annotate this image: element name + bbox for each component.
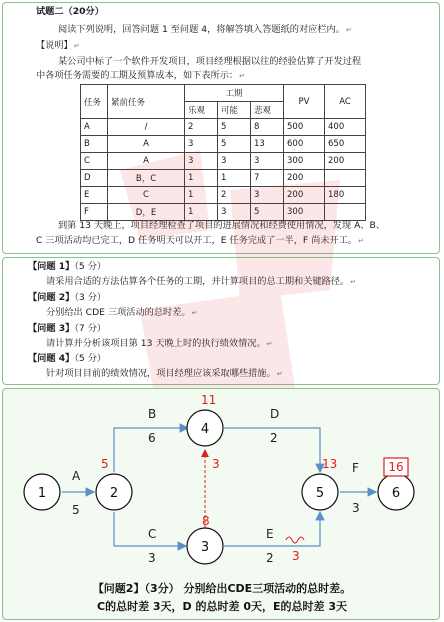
edge-c bbox=[114, 512, 186, 565]
edge-f-duration: 3 bbox=[352, 501, 360, 515]
q2-text: 分别给出 CDE 三项活动的总时差。↵ bbox=[46, 307, 198, 318]
node-6 bbox=[378, 474, 414, 510]
node-2 bbox=[96, 474, 132, 510]
q2-label: 【问题 2】（3 分） bbox=[28, 292, 107, 303]
cell-task: E bbox=[81, 187, 108, 204]
node-1 bbox=[24, 474, 60, 510]
table-row bbox=[81, 170, 366, 187]
edge-e-label: E bbox=[266, 527, 274, 541]
dummy-float: 3 bbox=[212, 457, 220, 471]
cell-ac: 200 bbox=[325, 153, 366, 170]
cell-likely: 2 bbox=[218, 187, 251, 204]
table-header-row bbox=[81, 85, 366, 102]
cell-optimistic: 1 bbox=[185, 204, 218, 221]
edge-e-duration: 2 bbox=[266, 551, 274, 565]
cell-optimistic: 2 bbox=[185, 119, 218, 136]
cell-pessimistic: 8 bbox=[251, 119, 284, 136]
e-float-value: 3 bbox=[292, 549, 300, 563]
edge-d bbox=[224, 407, 320, 472]
cell-likely: 5 bbox=[218, 136, 251, 153]
cell-pv: 300 bbox=[284, 204, 325, 221]
answer-heading: 【问题2】（3分） 分别给出CDE三项活动的总时差。 bbox=[92, 582, 352, 595]
edge-d-label: D bbox=[270, 407, 280, 421]
edge-b-label: B bbox=[148, 407, 157, 421]
node-3-label: 3 bbox=[200, 540, 210, 555]
node-6-label: 6 bbox=[391, 486, 401, 501]
edge-b-duration: 6 bbox=[148, 431, 156, 445]
header-duration: 工期 bbox=[185, 85, 284, 102]
cell-likely: 1 bbox=[218, 170, 251, 187]
header-predecessor: 紧前任务 bbox=[108, 85, 185, 119]
status-line-2: C 三项活动均已完工，D 任务明天可以开工，E 任务完成了一半，F 尚未开工。↵ bbox=[36, 235, 364, 246]
node-2-time: 5 bbox=[101, 457, 109, 471]
network-diagram bbox=[0, 388, 444, 588]
task-cost-table bbox=[80, 84, 366, 221]
edge-e bbox=[224, 512, 320, 565]
edge-c-duration: 3 bbox=[148, 551, 156, 565]
question-intro: 阅读下列说明，回答问题 1 至问题 4，将解答填入答题纸的对应栏内。↵ bbox=[58, 24, 352, 35]
cell-ac bbox=[325, 204, 366, 221]
cell-task: D bbox=[81, 170, 108, 187]
description-line-1: 某公司中标了一个软件开发项目，项目经理根据以往的经验估算了开发过程 bbox=[58, 56, 362, 67]
node-3-time: 8 bbox=[202, 514, 210, 528]
cell-ac: 400 bbox=[325, 119, 366, 136]
cell-likely: 3 bbox=[218, 153, 251, 170]
header-optimistic: 乐观 bbox=[185, 102, 218, 119]
header-pessimistic: 悲观 bbox=[251, 102, 284, 119]
node-3 bbox=[187, 528, 223, 564]
edge-d-duration: 2 bbox=[270, 431, 278, 445]
q1-text: 请采用合适的方法估算各个任务的工期，并计算项目的总工期和关键路径。↵ bbox=[46, 276, 357, 287]
cell-predecessor: A bbox=[108, 153, 185, 170]
answer-text: C的总时差 3天，D 的总时差 0天，E的总时差 3天 bbox=[97, 600, 347, 613]
node-4 bbox=[187, 410, 223, 446]
cell-likely: 3 bbox=[218, 204, 251, 221]
header-likely: 可能 bbox=[218, 102, 251, 119]
q4-text: 针对项目目前的绩效情况，项目经理应该采取哪些措施。↵ bbox=[46, 368, 283, 379]
q3-text: 请计算并分析该项目第 13 天晚上时的执行绩效情况。↵ bbox=[46, 338, 273, 349]
node-5 bbox=[302, 474, 338, 510]
cell-pessimistic: 5 bbox=[251, 204, 284, 221]
q4-label: 【问题 4】（5 分） bbox=[28, 353, 107, 364]
cell-pv: 500 bbox=[284, 119, 325, 136]
description-line-2: 中各项任务需要的工期及预算成本，如下表所示：↵ bbox=[36, 70, 245, 81]
cell-likely: 5 bbox=[218, 119, 251, 136]
edge-f bbox=[340, 461, 376, 515]
cell-task: B bbox=[81, 136, 108, 153]
header-task: 任务 bbox=[81, 85, 108, 119]
cell-pv: 200 bbox=[284, 187, 325, 204]
cell-predecessor: C bbox=[108, 187, 185, 204]
cell-predecessor: D，E bbox=[108, 204, 185, 221]
q3-label: 【问题 3】（7 分） bbox=[28, 323, 107, 334]
table-row bbox=[81, 153, 366, 170]
cell-pv: 300 bbox=[284, 153, 325, 170]
node-6-time: 16 bbox=[388, 460, 404, 474]
node-4-time: 11 bbox=[201, 393, 217, 407]
edge-a bbox=[62, 469, 94, 517]
cell-optimistic: 1 bbox=[185, 187, 218, 204]
cell-task: F bbox=[81, 204, 108, 221]
header-ac: AC bbox=[325, 85, 366, 119]
table-row bbox=[81, 204, 366, 221]
node-1-label: 1 bbox=[37, 486, 47, 501]
cell-predecessor: A bbox=[108, 136, 185, 153]
section-label: 【说明】↵ bbox=[36, 40, 80, 51]
cell-optimistic: 1 bbox=[185, 170, 218, 187]
cell-ac: 180 bbox=[325, 187, 366, 204]
cell-pv: 600 bbox=[284, 136, 325, 153]
cell-pessimistic: 3 bbox=[251, 153, 284, 170]
cell-task: A bbox=[81, 119, 108, 136]
node-5-time: 13 bbox=[322, 457, 338, 471]
cell-ac: 650 bbox=[325, 136, 366, 153]
header-pv: PV bbox=[284, 85, 325, 119]
table-row bbox=[81, 136, 366, 153]
edge-a-duration: 5 bbox=[72, 503, 80, 517]
cell-task: C bbox=[81, 153, 108, 170]
edge-c-label: C bbox=[148, 527, 157, 541]
edge-f-label: F bbox=[352, 461, 359, 475]
e-float-wave bbox=[286, 537, 304, 543]
cell-pv: 200 bbox=[284, 170, 325, 187]
cell-optimistic: 3 bbox=[185, 136, 218, 153]
table-row bbox=[81, 187, 366, 204]
cell-optimistic: 3 bbox=[185, 153, 218, 170]
cell-ac bbox=[325, 170, 366, 187]
cell-pessimistic: 3 bbox=[251, 187, 284, 204]
cell-pessimistic: 13 bbox=[251, 136, 284, 153]
edge-a-label: A bbox=[72, 469, 81, 483]
q1-label: 【问题 1】（5 分） bbox=[28, 261, 107, 272]
node-2-label: 2 bbox=[109, 486, 119, 501]
cell-predecessor: / bbox=[108, 119, 185, 136]
cell-predecessor: B，C bbox=[108, 170, 185, 187]
question-title: 试题二（20分） bbox=[36, 6, 104, 17]
node-5-label: 5 bbox=[315, 486, 325, 501]
node-4-label: 4 bbox=[200, 422, 210, 437]
status-line-1: 到第 13 天晚上，项目经理检查了项目的进展情况和经费使用情况，发现 A、B、 bbox=[58, 220, 386, 231]
cell-pessimistic: 7 bbox=[251, 170, 284, 187]
edge-b bbox=[114, 407, 188, 472]
table-row bbox=[81, 119, 366, 136]
